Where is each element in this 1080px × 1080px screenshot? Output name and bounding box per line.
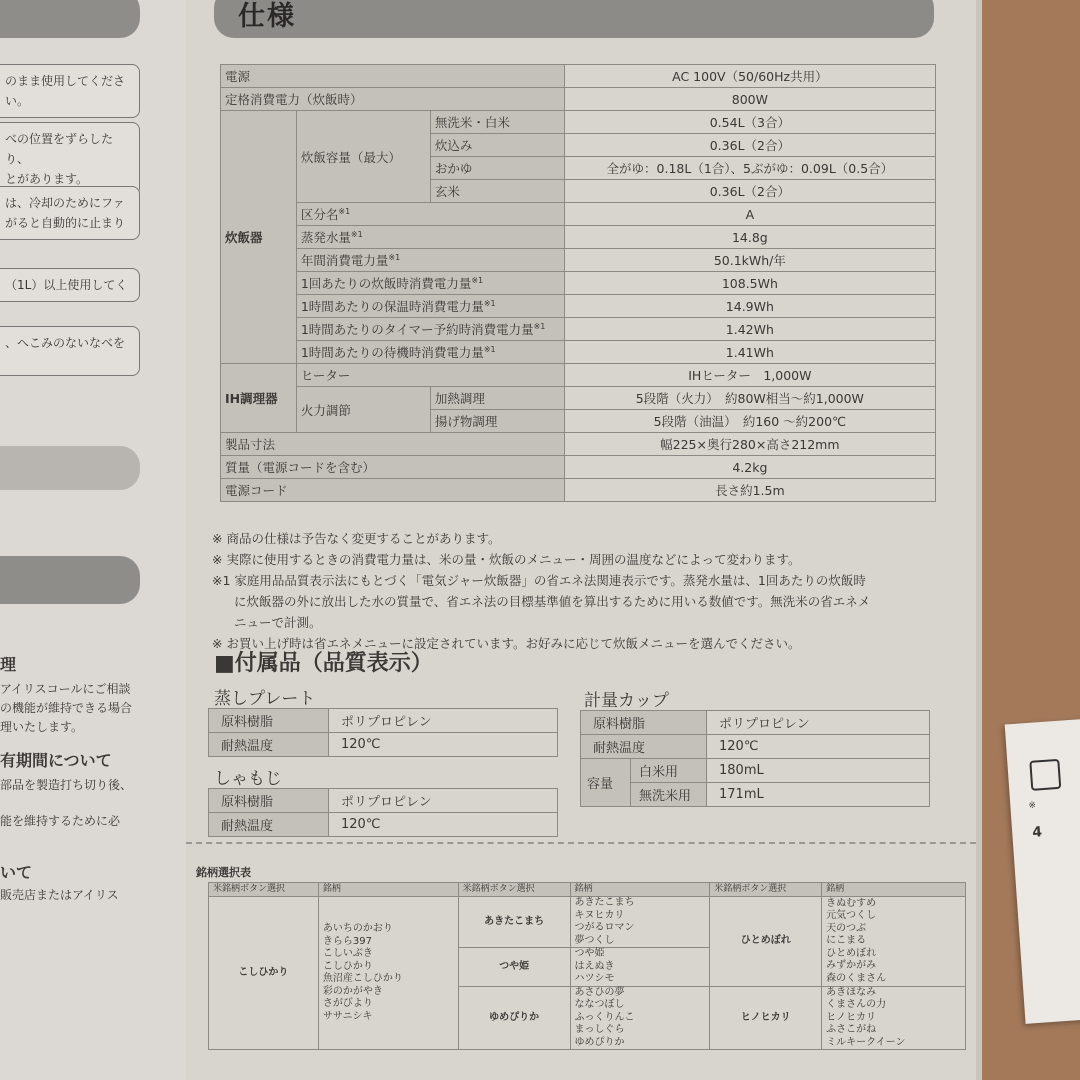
- spec-value: 1.42Wh: [564, 318, 935, 341]
- spec-value: 0.36L（2合）: [564, 134, 935, 157]
- brand-button-name: ひとめぼれ: [710, 897, 822, 987]
- brand-button-name: ゆめぴりか: [458, 986, 570, 1050]
- spec-value: 50.1kWh/年: [564, 249, 935, 272]
- section-heading: いて: [0, 863, 33, 882]
- spec-label: 電源: [221, 65, 565, 88]
- spec-label: 質量（電源コードを含む）: [221, 456, 565, 479]
- section-header-bar: [0, 0, 140, 38]
- spec-label: 1回あたりの炊飯時消費電力量$^{※1}$: [296, 272, 564, 295]
- column-header: 銘柄: [318, 883, 458, 897]
- brand-list: つや姫 はえぬき ハツシモ: [570, 948, 710, 987]
- caution-box: は、冷却のためにファ がると自動的に止まり: [0, 186, 140, 240]
- title-bar: [214, 0, 934, 38]
- spec-label: 火力調節: [296, 387, 430, 433]
- brand-table: [208, 882, 966, 1050]
- page-number: 4: [1031, 824, 1043, 841]
- brand-selection-section: [186, 842, 976, 1080]
- table-value: 180mL: [707, 759, 930, 783]
- table-label: 耐熱温度: [581, 735, 707, 759]
- table-value: 120℃: [329, 813, 558, 837]
- spec-label: 電源コード: [221, 479, 565, 502]
- power-plug-icon: [1029, 759, 1061, 791]
- note: ニューで計測。: [234, 615, 322, 630]
- body-text: 販売店またはアイリス: [0, 888, 119, 902]
- section-heading: 理: [0, 655, 17, 674]
- table-label: 原料樹脂: [209, 709, 329, 733]
- spec-value: 108.5Wh: [564, 272, 935, 295]
- brand-table-title: 銘柄選択表: [196, 866, 251, 879]
- spec-sublabel: おかゆ: [430, 157, 564, 180]
- note: ※ 商品の仕様は予告なく変更することがあります。: [212, 531, 501, 546]
- caution-box: （1L）以上使用してく: [0, 268, 140, 302]
- spec-label: 年間消費電力量$^{※1}$: [296, 249, 564, 272]
- table-value: 120℃: [707, 735, 930, 759]
- spec-value: IHヒーター 1,000W: [564, 364, 935, 387]
- spec-value: AC 100V（50/60Hz共用）: [564, 65, 935, 88]
- spec-value: 幅225×奥行280×高さ212mm: [564, 433, 935, 456]
- spec-label: 炊飯容量（最大）: [296, 111, 430, 203]
- caution-box: のまま使用してください。: [0, 64, 140, 118]
- table-sublabel: 無洗米用: [631, 783, 707, 807]
- section-heading: 有期間について: [0, 751, 112, 770]
- steam-plate-table: [208, 708, 558, 757]
- brand-button-name: ヒノヒカリ: [710, 986, 822, 1050]
- spec-page: [186, 0, 976, 1080]
- table-label: 耐熱温度: [209, 733, 329, 757]
- spec-sublabel: 無洗米・白米: [430, 111, 564, 134]
- body-text: 能を維持するために必: [0, 814, 121, 828]
- brand-button-name: あきたこまち: [458, 897, 570, 948]
- brand-list: あいちのかおり きらら397 こしいぶき こしひかり 魚沼産こしひかり 彩のかがやき さがびより ササニシキ: [318, 897, 458, 1050]
- spec-sublabel: 玄米: [430, 180, 564, 203]
- body-text: 部品を製造打ち切り後、: [0, 778, 133, 792]
- brand-button-name: こしひかり: [209, 897, 319, 1050]
- spec-value: 14.9Wh: [564, 295, 935, 318]
- body-text: 理いたします。: [0, 720, 84, 734]
- spec-value: 5段階（油温） 約160 〜約200℃: [564, 410, 935, 433]
- column-header: 米銘柄ボタン選択: [458, 883, 570, 897]
- steam-plate-title: 蒸しプレート: [214, 689, 316, 709]
- table-sublabel: 白米用: [631, 759, 707, 783]
- spec-sublabel: 揚げ物調理: [430, 410, 564, 433]
- spec-label: 1時間あたりの保温時消費電力量$^{※1}$: [296, 295, 564, 318]
- note: に炊飯器の外に放出した水の質量で、省エネ法の目標基準値を算出するために用いる数値です。無洗米の省エネメ: [234, 594, 871, 609]
- table-label: 容量: [581, 759, 631, 807]
- spec-label: 1時間あたりの待機時消費電力量$^{※1}$: [296, 341, 564, 364]
- spec-value: A: [564, 203, 935, 226]
- spec-value: 4.2kg: [564, 456, 935, 479]
- next-page-fragment: [1005, 716, 1080, 1024]
- spec-label: 蒸発水量$^{※1}$: [296, 226, 564, 249]
- spec-group-label: IH調理器: [221, 364, 297, 433]
- brand-list: あきほなみ くまさんの力 ヒノヒカリ ふさこがね ミルキークイーン: [822, 986, 966, 1050]
- spec-value: 0.36L（2合）: [564, 180, 935, 203]
- spec-label: ヒーター: [296, 364, 564, 387]
- column-header: 米銘柄ボタン選択: [209, 883, 319, 897]
- table-value: ポリプロピレン: [329, 789, 558, 813]
- brand-list: きぬむすめ 元気つくし 天のつぶ にこまる ひとめぼれ みずかがみ 森のくまさん: [822, 897, 966, 987]
- brand-button-name: つや姫: [458, 948, 570, 987]
- measuring-cup-title: 計量カップ: [584, 691, 669, 711]
- spec-group-label: 炊飯器: [221, 111, 297, 364]
- table-value: ポリプロピレン: [329, 709, 558, 733]
- note: ※ お買い上げ時は省エネメニューに設定されています。お好みに応じて炊飯メニューを選んでください。: [212, 636, 801, 651]
- spec-label: 1時間あたりのタイマー予約時消費電力量$^{※1}$: [296, 318, 564, 341]
- table-label: 原料樹脂: [209, 789, 329, 813]
- spec-value: 5段階（火力） 約80W相当〜約1,000W: [564, 387, 935, 410]
- spec-value: 800W: [564, 88, 935, 111]
- section-divider: [0, 446, 140, 490]
- column-header: 銘柄: [570, 883, 710, 897]
- caution-box: 、へこみのないなべを: [0, 326, 140, 376]
- spec-value: 0.54L（3合）: [564, 111, 935, 134]
- spec-label: 区分名$^{※1}$: [296, 203, 564, 226]
- table-value: ポリプロピレン: [707, 711, 930, 735]
- column-header: 米銘柄ボタン選択: [710, 883, 822, 897]
- spec-value: 1.41Wh: [564, 341, 935, 364]
- brand-list: あきたこまち キヌヒカリ つがるロマン 夢つくし: [570, 897, 710, 948]
- note-mark: ※: [1028, 800, 1037, 812]
- body-text: の機能が維持できる場合: [0, 701, 133, 715]
- table-label: 耐熱温度: [209, 813, 329, 837]
- brand-list: あさひの夢 ななつぼし ふっくりんこ まっしぐら ゆめぴりか: [570, 986, 710, 1050]
- spec-value: 長さ約1.5m: [564, 479, 935, 502]
- spec-label: 製品寸法: [221, 433, 565, 456]
- spec-notes: [212, 528, 952, 654]
- spec-sublabel: 炊込み: [430, 134, 564, 157]
- spec-value: 全がゆ：0.18L（1合）、5ぶがゆ：0.09L（0.5合）: [564, 157, 935, 180]
- table-value: 171mL: [707, 783, 930, 807]
- shamoji-table: [208, 788, 558, 837]
- spec-value: 14.8g: [564, 226, 935, 249]
- table-label: 原料樹脂: [581, 711, 707, 735]
- caution-box: べの位置をずらしたり、 とがあります。: [0, 122, 140, 196]
- measuring-cup-table: [580, 710, 930, 807]
- page-edge: [976, 0, 982, 1080]
- page-title: 仕様: [238, 1, 296, 32]
- accessories-heading: ■付属品（品質表示）: [214, 651, 433, 676]
- table-value: 120℃: [329, 733, 558, 757]
- spec-label: 定格消費電力（炊飯時）: [221, 88, 565, 111]
- shamoji-title: しゃもじ: [214, 769, 282, 789]
- spec-sublabel: 加熱調理: [430, 387, 564, 410]
- note: ※1 家庭用品品質表示法にもとづく「電気ジャー炊飯器」の省エネ法関連表示です。蒸発水量は、1回あたりの炊飯時: [212, 573, 866, 588]
- column-header: 銘柄: [822, 883, 966, 897]
- note: ※ 実際に使用するときの消費電力量は、米の量・炊飯のメニュー・周囲の温度などによって変わります。: [212, 552, 801, 567]
- section-header-bar: [0, 556, 140, 604]
- left-page: [0, 0, 186, 1080]
- body-text: アイリスコールにご相談: [0, 682, 131, 696]
- spec-table: [220, 64, 936, 502]
